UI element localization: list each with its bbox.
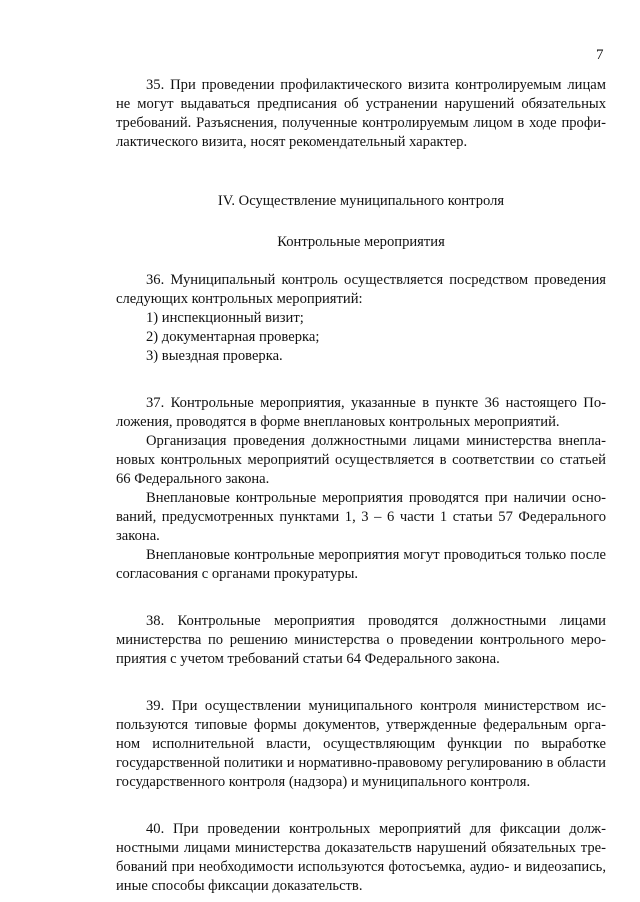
list-item: 3) выездная проверка. bbox=[146, 348, 283, 364]
paragraph-39: 39. При осуществлении муниципального контроля министерством используются типовые формы документов, утвержденные федеральным органом исполнительной власти, осуществляющим функции по выработке государственной политики и нормативно-правовому регулированию в области государственного контроля (надзора) и муниципального контроля. bbox=[116, 698, 606, 790]
paragraph-37: 37. Контрольные мероприятия, указанные в пункте 36 настоящего Положения, проводятся в форме внеплановых контрольных мероприятий. bbox=[116, 395, 606, 430]
paragraph-35: 35. При проведении профилактического визита контролируемым лицам не могут выдаваться предписания об устранении нарушений обязательных требований. Разъяснения, полученные контролируемым лицом в ходе профилактического визита, носят рекомендательный характер. bbox=[116, 77, 606, 150]
document-body bbox=[116, 76, 606, 896]
paragraph-38: 38. Контрольные мероприятия проводятся должностными лицами министерства по решению министерства о проведении контрольного мероприятия с учетом требований статьи 64 Федерального закона. bbox=[116, 613, 606, 667]
paragraph-37-prosecutor: Внеплановые контрольные мероприятия могут проводиться только после согласования с органами прокуратуры. bbox=[116, 547, 606, 582]
paragraph-40: 40. При проведении контрольных мероприятий для фиксации должностными лицами министерства доказательств нарушений обязательных требований при необходимости используются фотосъемка, аудио- и видеозапись, иные способы фиксации доказательств. bbox=[116, 821, 606, 894]
list-item: 2) документарная проверка; bbox=[146, 329, 320, 345]
paragraph-36: 36. Муниципальный контроль осуществляется посредством проведения следующих контрольных мероприятий: bbox=[116, 272, 606, 307]
chapter-title: IV. Осуществление муниципального контроля bbox=[217, 193, 505, 209]
list-item: 1) инспекционный визит; bbox=[146, 310, 304, 326]
section-subtitle: Контрольные мероприятия bbox=[277, 234, 445, 250]
paragraph-37-grounds: Внеплановые контрольные мероприятия проводятся при наличии оснований, предусмотренных пунктами 1, 3 – 6 части 1 статьи 57 Федерального закона. bbox=[116, 490, 606, 544]
paragraph-37-organization: Организация проведения должностными лицами министерства внеплановых контрольных мероприятий осуществляется в соответствии со статьей 66 Федерального закона. bbox=[116, 433, 606, 487]
page-number: 7 bbox=[596, 47, 604, 63]
